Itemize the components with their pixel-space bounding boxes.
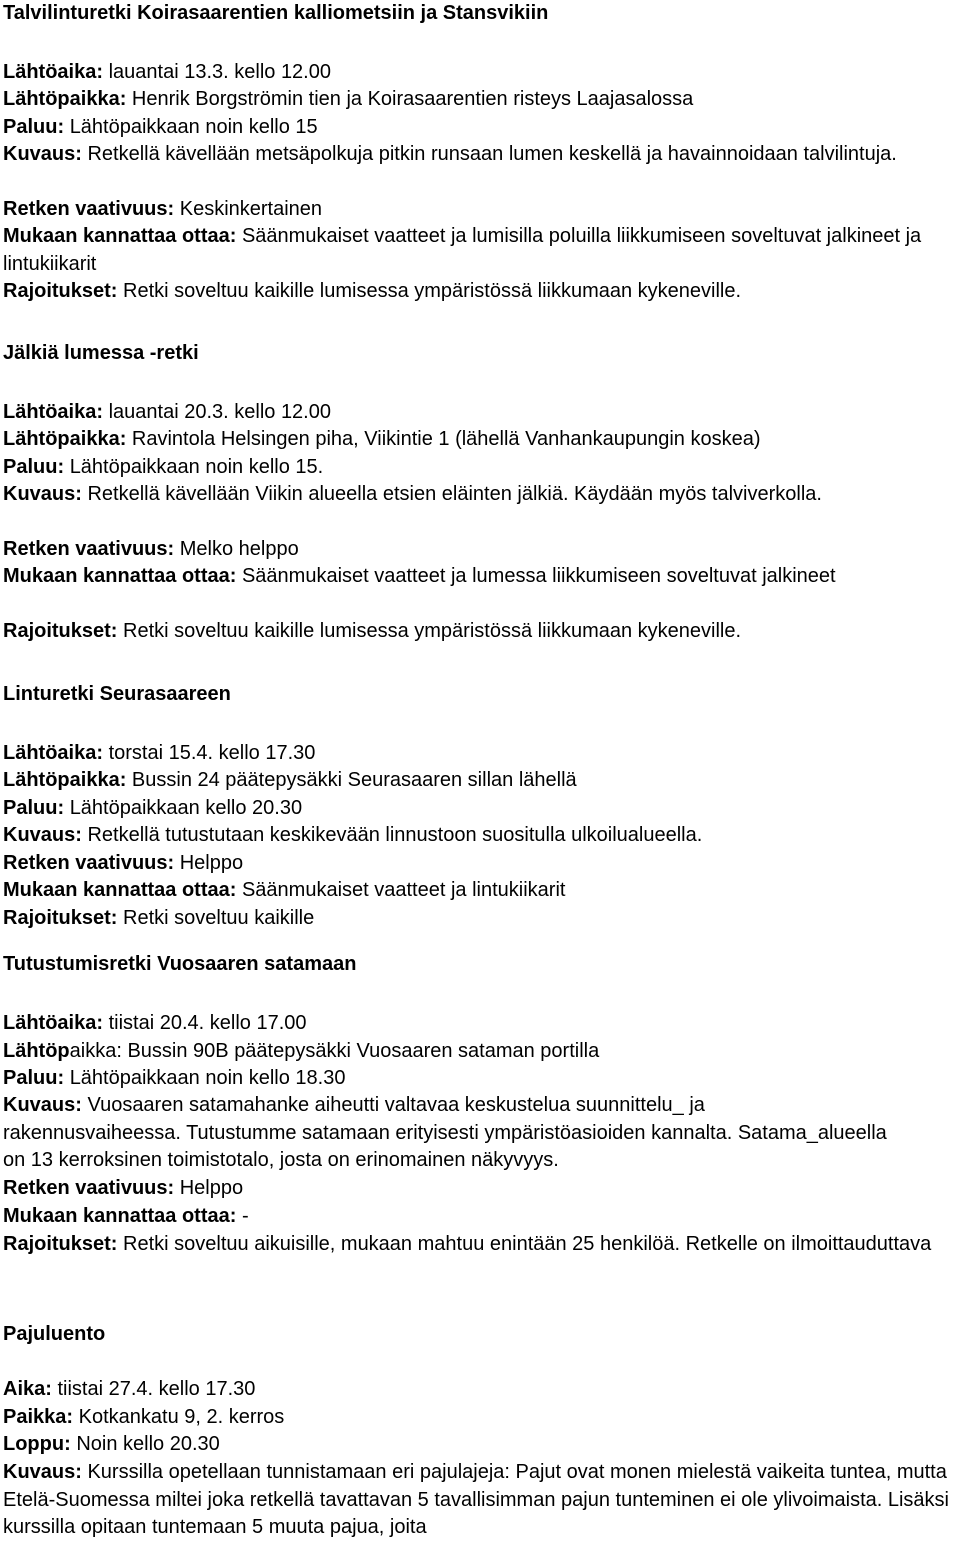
field-value: Säänmukaiset vaatteet ja lumisilla poluilla liikkumiseen soveltuvat jalkineet ja lintukiikarit	[3, 225, 922, 275]
field-label: Kuvaus:	[3, 824, 82, 846]
event-field	[3, 141, 960, 169]
field-value: Helppo	[179, 852, 244, 874]
event-field	[3, 1404, 960, 1432]
field-label: Retken vaativuus:	[3, 1177, 175, 1199]
field-value: Kurssilla opetellaan tunnistamaan eri pajulajeja: Pajut ovat monen mielestä vaikeita tuntea, mutta Etelä-Suomessa miltei joka retkellä tavattavan 5 tavallisimman pajun tunteminen ei ole ylivoimaista. Lisäksi kurssilla opitaan tuntemaan 5 muuta pajua, joita	[3, 1461, 949, 1538]
field-value: Säänmukaiset vaatteet ja lumessa liikkumiseen soveltuvat jalkineet	[241, 565, 836, 587]
event-field	[3, 59, 960, 87]
field-value: Henrik Borgströmin tien ja Koirasaarentien risteys Laajasalossa	[131, 88, 694, 110]
event-field	[3, 426, 960, 454]
field-label: Kuvaus:	[3, 483, 82, 505]
field-value: Säänmukaiset vaatteet ja lintukiikarit	[241, 879, 566, 901]
field-value: Retki soveltuu kaikille	[123, 907, 315, 929]
event-field	[3, 196, 960, 224]
event-field	[3, 1010, 960, 1038]
field-label: Paluu:	[3, 456, 65, 478]
field-value: Lähtöpaikkaan noin kello 18.30	[69, 1067, 346, 1089]
event-title: Tutustumisretki Vuosaaren satamaan	[3, 953, 357, 975]
field-label: Paikka:	[3, 1406, 74, 1428]
field-value: Melko helppo	[179, 538, 299, 560]
field-label: Retken vaativuus:	[3, 538, 175, 560]
field-label: Kuvaus:	[3, 1094, 82, 1116]
event-field	[3, 795, 960, 823]
field-label: Mukaan kannattaa ottaa:	[3, 565, 237, 587]
field-value: Retkellä tutustutaan keskikevään linnustoon suositulla ulkoilualueella.	[87, 824, 703, 846]
field-value: Ravintola Helsingen piha, Viikintie 1 (lähellä Vanhankaupungin koskea)	[131, 428, 761, 450]
event-field	[3, 114, 960, 142]
field-label: Lähtöaika:	[3, 401, 104, 423]
field-value: Helppo	[179, 1177, 244, 1199]
event-field	[3, 767, 960, 795]
field-label: Retken vaativuus:	[3, 198, 175, 220]
field-label: Lähtöaika:	[3, 1012, 104, 1034]
field-value: -	[241, 1205, 249, 1227]
event-field	[3, 536, 960, 564]
event-field	[3, 1231, 953, 1259]
field-label: Paluu:	[3, 1067, 65, 1089]
field-value: Noin kello 20.30	[76, 1433, 220, 1455]
field-value: Retki soveltuu kaikille lumisessa ympäristössä liikkumaan kykeneville.	[123, 620, 742, 642]
field-label: Mukaan kannattaa ottaa:	[3, 879, 237, 901]
event-field	[3, 905, 960, 933]
field-label: Aika:	[3, 1378, 52, 1400]
event-field	[3, 822, 960, 850]
field-label: Paluu:	[3, 797, 65, 819]
field-value: lauantai 20.3. kello 12.00	[108, 401, 331, 423]
event-field	[3, 1376, 960, 1404]
event-field	[3, 850, 960, 878]
event-title: Pajuluento	[3, 1323, 106, 1345]
event-field	[3, 223, 960, 278]
field-value: lauantai 13.3. kello 12.00	[108, 61, 331, 83]
field-value: tiistai 20.4. kello 17.00	[108, 1012, 307, 1034]
field-label: Rajoitukset:	[3, 620, 118, 642]
event-title: Talvilinturetki Koirasaarentien kalliometsiin ja Stansvikiin	[3, 2, 549, 24]
field-label: Kuvaus:	[3, 1461, 82, 1483]
event-field	[3, 618, 960, 646]
field-value: torstai 15.4. kello 17.30	[108, 742, 316, 764]
field-value: Retki soveltuu kaikille lumisessa ympäristössä liikkumaan kykeneville.	[123, 280, 742, 302]
event-field	[3, 481, 853, 509]
field-label: Lähtöpaikka:	[3, 88, 127, 110]
event-field	[3, 1092, 888, 1175]
field-label: Paluu:	[3, 116, 65, 138]
field-value: Retki soveltuu aikuisille, mukaan mahtuu enintään 25 henkilöä. Retkelle on ilmoittauduttava	[123, 1233, 932, 1255]
event-field	[3, 1203, 960, 1231]
field-value: Vuosaaren satamahanke aiheutti valtavaa keskustelua suunnittelu_ ja rakennusvaiheessa. Tutustumme satamaan erityisesti ympäristöasioiden kannalta. Satama_alueella on 13 kerroksinen toimistotalo, josta on erinomainen näkyvyys.	[3, 1094, 887, 1171]
field-value: Retkellä kävellään Viikin alueella etsien eläinten jälkiä. Käydään myös talviverkolla.	[87, 483, 822, 505]
field-label: Rajoitukset:	[3, 907, 118, 929]
field-label: Lähtöaika:	[3, 742, 104, 764]
field-label: Retken vaativuus:	[3, 852, 175, 874]
event-field	[3, 1431, 960, 1459]
field-label: Lähtöp	[3, 1040, 70, 1062]
field-value: Keskinkertainen	[179, 198, 323, 220]
field-value: Bussin 24 päätepysäkki Seurasaaren sillan lähellä	[131, 769, 577, 791]
event-field	[3, 278, 960, 306]
event-field	[3, 1038, 960, 1066]
field-value: Kotkankatu 9, 2. kerros	[78, 1406, 285, 1428]
event-title: Jälkiä lumessa -retki	[3, 342, 199, 364]
field-value: Retkellä kävellään metsäpolkuja pitkin runsaan lumen keskellä ja havainnoidaan talvilintuja.	[87, 143, 897, 165]
event-title: Linturetki Seurasaareen	[3, 683, 231, 705]
event-field	[3, 86, 960, 114]
event-field	[3, 740, 960, 768]
field-label: Mukaan kannattaa ottaa:	[3, 1205, 237, 1227]
field-label: Lähtöpaikka:	[3, 769, 127, 791]
field-value: aikka: Bussin 90B päätepysäkki Vuosaaren sataman portilla	[69, 1040, 600, 1062]
event-field	[3, 563, 960, 591]
field-label: Mukaan kannattaa ottaa:	[3, 225, 237, 247]
field-label: Lähtöaika:	[3, 61, 104, 83]
field-value: Lähtöpaikkaan kello 20.30	[69, 797, 303, 819]
field-value: Lähtöpaikkaan noin kello 15.	[69, 456, 324, 478]
field-value: Lähtöpaikkaan noin kello 15	[69, 116, 318, 138]
field-label: Lähtöpaikka:	[3, 428, 127, 450]
field-label: Rajoitukset:	[3, 1233, 118, 1255]
event-field	[3, 454, 960, 482]
event-field	[3, 877, 960, 905]
field-label: Kuvaus:	[3, 143, 82, 165]
field-label: Rajoitukset:	[3, 280, 118, 302]
event-field	[3, 1459, 960, 1542]
field-label: Loppu:	[3, 1433, 71, 1455]
event-field	[3, 399, 960, 427]
event-field	[3, 1175, 960, 1203]
event-field	[3, 1065, 960, 1093]
field-value: tiistai 27.4. kello 17.30	[57, 1378, 256, 1400]
